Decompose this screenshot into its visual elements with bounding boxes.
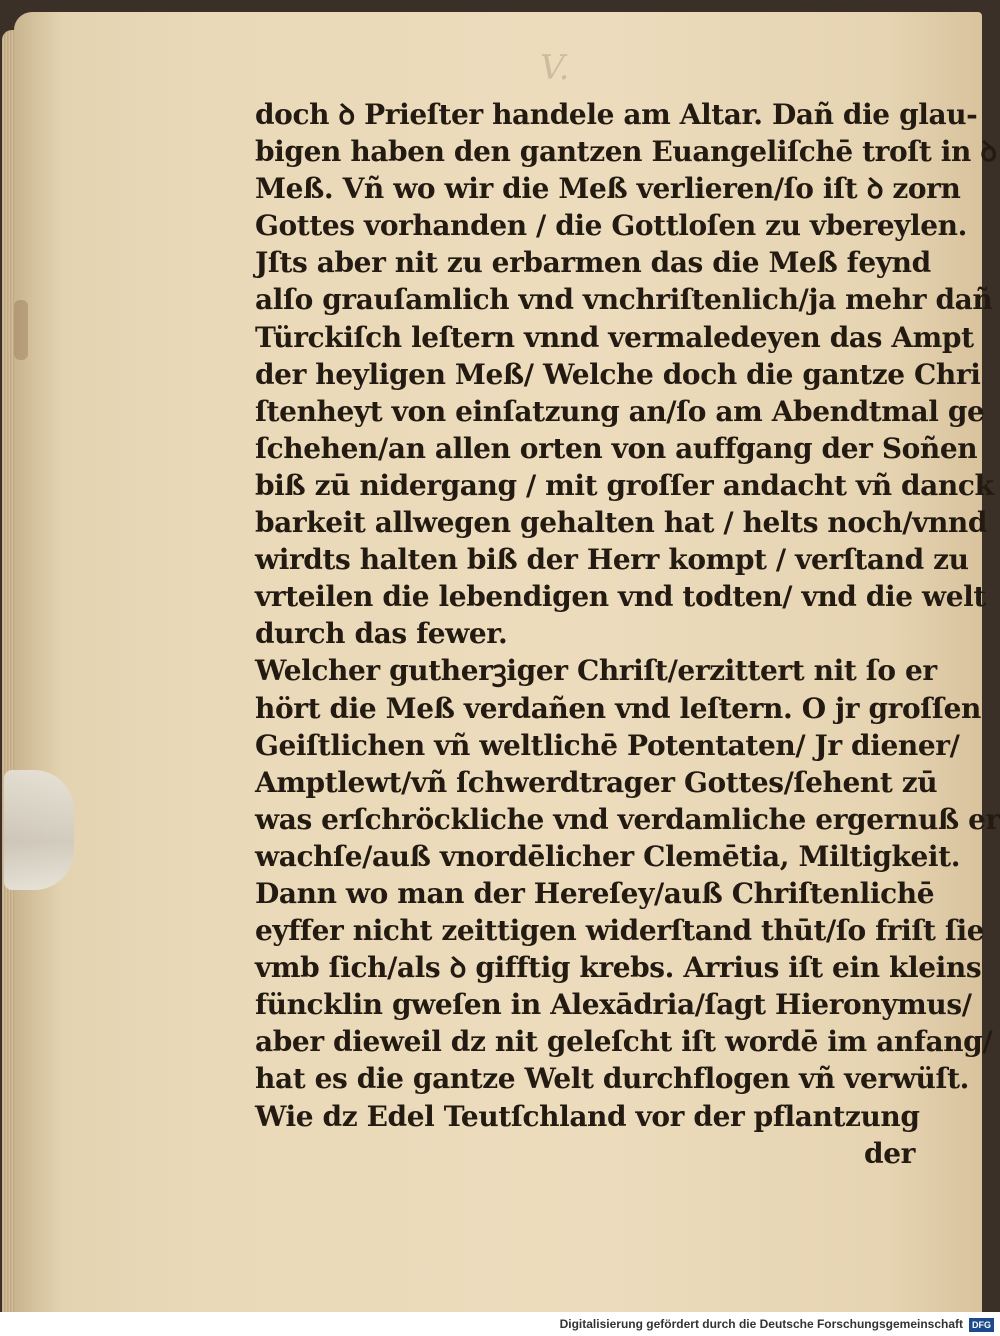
- text-line: alſo grauſamlich vnd vnchriſtenlich/ja mehr dañ: [255, 283, 993, 317]
- text-line: aber dieweil dz nit geleſcht iſt wordē im anfang/: [255, 1025, 993, 1059]
- text-line: wirdts halten biß der Herr kompt / verſtand zu: [255, 543, 969, 577]
- text-line: Dann wo man der Hereſey/auß Chriſtenlichē: [255, 876, 935, 910]
- funding-note: Digitalisierung gefördert durch die Deutsche Forschungsgemeinschaft: [559, 1317, 963, 1331]
- text-line: durch das fewer.: [255, 617, 508, 651]
- text-line: Türckiſch leſtern vnnd vermaledeyen das Ampt: [255, 320, 974, 354]
- text-line: hat es die gantze Welt durchflogen vñ verwüſt.: [255, 1062, 970, 1096]
- text-line: vmb ſich/als ꝺ gifftig krebs. Arrius iſt ein kleins: [255, 951, 982, 985]
- text-line: wachſe/auß vnordēlicher Clemētia, Miltigkeit.: [255, 839, 961, 873]
- text-line: Amptlewt/vñ ſchwerdtrager Gottes/ſehent zū: [255, 765, 938, 799]
- page-clip: [4, 770, 74, 890]
- text-line: bigen haben den gantzen Euangeliſchē troſt in ꝺ: [255, 135, 997, 169]
- text-line: doch ꝺ Prieſter handele am Altar. Dañ die glau-: [255, 98, 978, 131]
- text-line: was erſchröckliche vnd verdamliche ergernuß er: [255, 802, 1000, 836]
- text-line: ſchehen/an allen orten von auffgang der Soñen: [255, 431, 978, 465]
- text-line: Gottes vorhanden / die Gottloſen zu vbereylen.: [255, 209, 967, 243]
- text-line: ſtenheyt von einſatzung an/ſo am Abendtmal ge: [255, 394, 985, 428]
- text-line: der heyligen Meß/ Welche doch die gantze Chri: [255, 357, 981, 391]
- text-line: Geiſtlichen vñ weltlichē Potentaten/ Jr diener/: [255, 728, 960, 762]
- paper-stain: [14, 300, 28, 360]
- text-line: Welcher gutherꝫiger Chriſt/erzittert nit ſo er: [255, 654, 937, 688]
- text-line: Jſts aber nit zu erbarmen das die Meß feynd: [255, 246, 931, 280]
- text-line: vrteilen die lebendigen vnd todten/ vnd die welt: [255, 580, 986, 614]
- dfg-logo: DFG: [969, 1318, 994, 1332]
- footer-bar: [0, 1312, 1000, 1336]
- text-line: barkeit allwegen gehalten hat / helts noch/vnnd: [255, 506, 988, 540]
- text-line: füncklin gweſen in Alexādria/ſagt Hieronymus/: [255, 988, 972, 1022]
- text-line: Meß. Vñ wo wir die Meß verlieren/ſo iſt ꝺ zorn: [255, 172, 961, 206]
- catchword: der: [864, 1136, 915, 1170]
- text-line: hört die Meß verdañen vnd leſtern. O jr groſſen: [255, 691, 981, 725]
- text-line: eyffer nicht zeittigen widerſtand thūt/ſo friſt ſie: [255, 914, 985, 948]
- folio-number: V.: [540, 48, 570, 88]
- text-line: biß zū nidergang / mit groſſer andacht vñ danck: [255, 468, 994, 502]
- text-line: Wie dz Edel Teutſchland vor der pflantzung: [255, 1099, 920, 1133]
- page-text-block: [255, 96, 1000, 1172]
